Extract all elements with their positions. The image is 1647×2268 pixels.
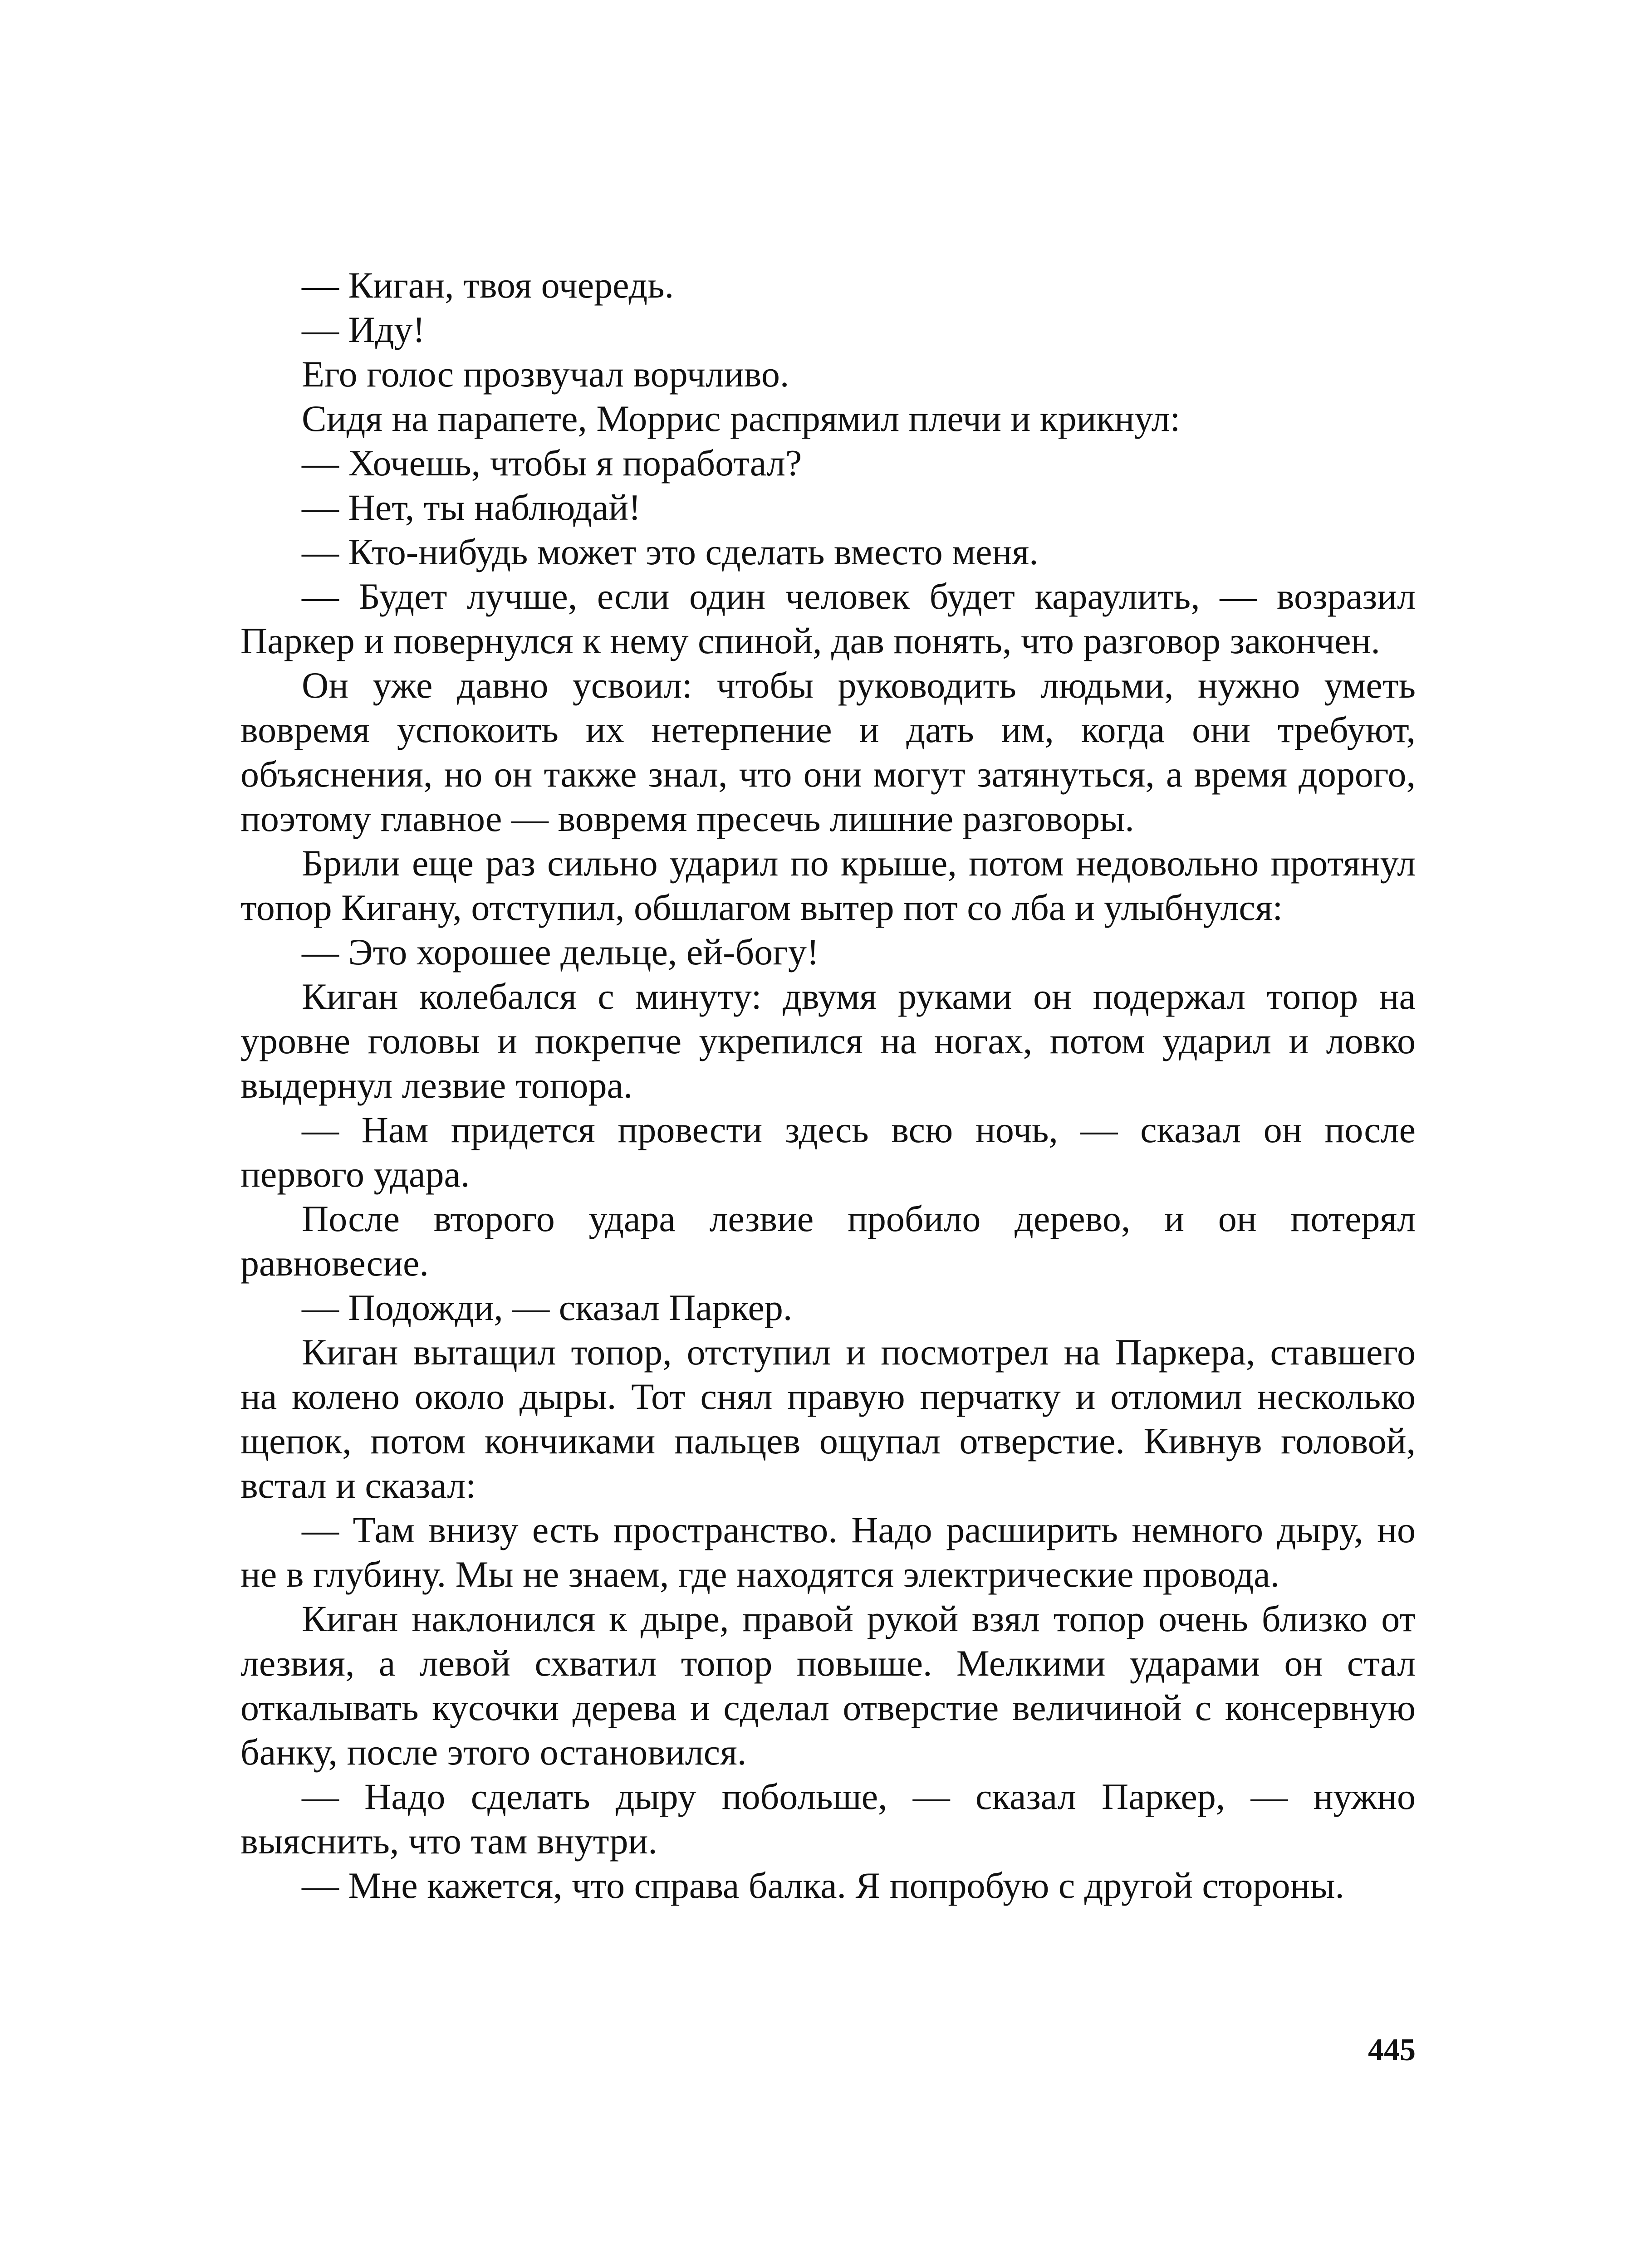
paragraph: — Надо сделать дыру побольше, — сказал Паркер, — нужно выяснить, что там внутри. xyxy=(240,1776,1416,1862)
paragraph: — Кто-нибудь может это сделать вместо меня. xyxy=(302,531,1039,572)
paragraph: — Нам придется провести здесь всю ночь, — сказал он после первого удара. xyxy=(240,1109,1416,1195)
paragraph: — Киган, твоя очередь. xyxy=(302,264,674,306)
paragraph: Брили еще раз сильно ударил по крыше, потом недовольно протянул топор Кигану, отступил, обшлагом вытер пот со лба и улыбнулся: xyxy=(240,842,1416,928)
paragraph: Сидя на парапете, Моррис распрямил плечи и крикнул: xyxy=(302,398,1181,439)
paragraph: — Подожди, — сказал Паркер. xyxy=(302,1287,793,1328)
paragraph: — Это хорошее дельце, ей-богу! xyxy=(302,931,819,973)
paragraph: Его голос прозвучал ворчливо. xyxy=(302,353,789,395)
paragraph: Он уже давно усвоил: чтобы руководить людьми, нужно уметь вовремя успокоить их нетерпение и дать им, когда они требуют, объяснения, но он также знал, что они могут затянуться, а время дорого, поэтому главное — вовремя пресечь лишние разговоры. xyxy=(240,665,1416,839)
paragraph: — Мне кажется, что справа балка. Я попробую с другой стороны. xyxy=(302,1865,1345,1906)
paragraph: — Иду! xyxy=(302,309,425,350)
paragraph: — Там внизу есть пространство. Надо расширить немного дыру, но не в глубину. Мы не знаем, где находятся электрические провода. xyxy=(240,1509,1416,1595)
paragraph: — Хочешь, чтобы я поработал? xyxy=(302,442,802,484)
paragraph: — Нет, ты наблюдай! xyxy=(302,487,641,528)
paragraph: Киган вытащил топор, отступил и посмотрел на Паркера, ставшего на колено около дыры. Тот снял правую перчатку и отломил несколько щепок, потом кончиками пальцев ощупал отверстие. Кивнув головой, встал и сказал: xyxy=(240,1331,1416,1506)
page-number: 445 xyxy=(1368,2033,1416,2068)
page-text xyxy=(240,263,1416,1908)
paragraph: После второго удара лезвие пробило дерево, и он потерял равновесие. xyxy=(240,1198,1416,1284)
paragraph: Киган наклонился к дыре, правой рукой взял топор очень близко от лезвия, а левой схватил топор повыше. Мелкими ударами он стал откалывать кусочки дерева и сделал отверстие величиной с консервную банку, после этого остановился. xyxy=(240,1598,1416,1773)
paragraph: Киган колебался с минуту: двумя руками он подержал топор на уровне головы и покрепче укрепился на ногах, потом ударил и ловко выдернул лезвие топора. xyxy=(240,976,1416,1106)
paragraph: — Будет лучше, если один человек будет караулить, — возразил Паркер и повернулся к нему спиной, дав понять, что разговор закончен. xyxy=(240,576,1416,661)
